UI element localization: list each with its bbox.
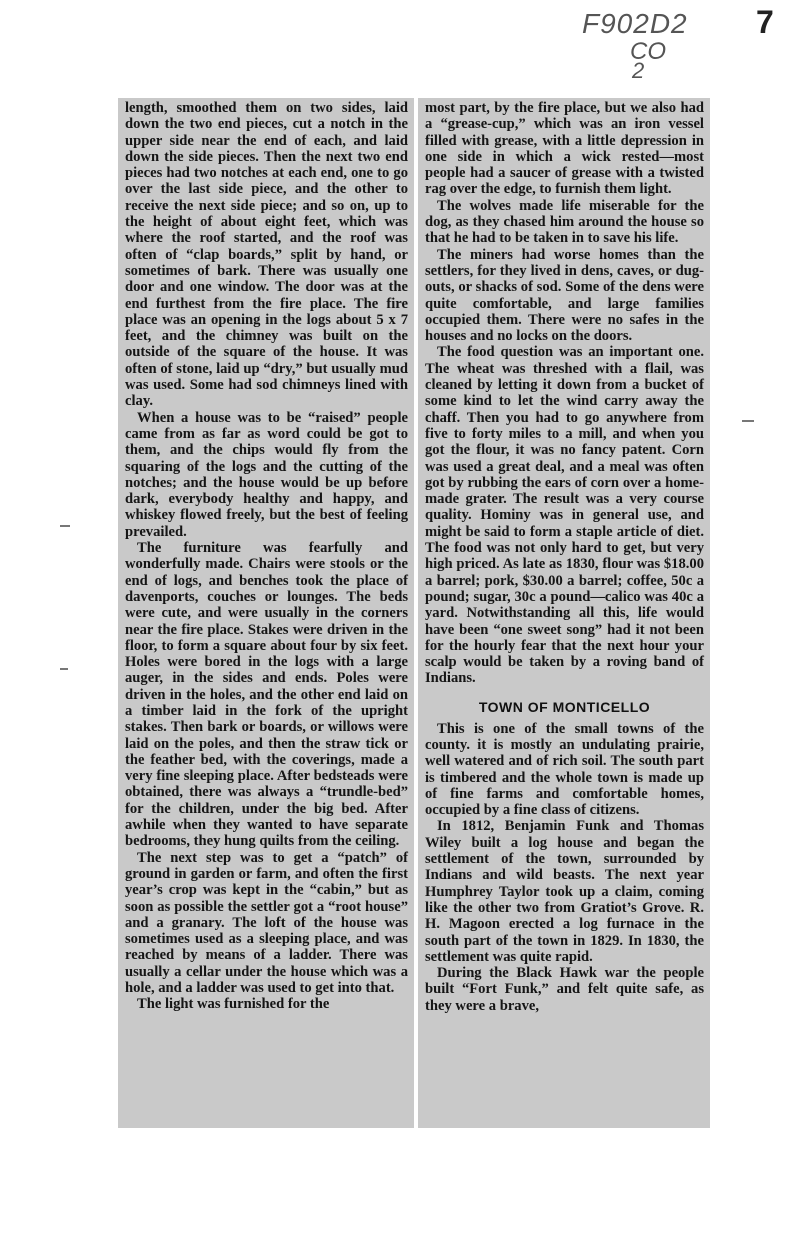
- paragraph: In 1812, Benjamin Funk and Thomas Wiley built a log house and began the settlement of the town, surrounded by Indians and wild beasts. The next year Humphrey Taylor took up a claim, coming like the other two from Gratiot’s Grove. R. H. Magoon erected a log furnace in the south part of the town in 1829. In 1830, the settlement was quite rapid.: [425, 818, 704, 965]
- paragraph: most part, by the fire place, but we also had a “grease-cup,” which was an iron vessel filled with grease, with a little depression in one side in which a wick rested—most people had a saucer of grease with a twisted rag over the edge, to furnish them light.: [425, 100, 704, 198]
- paragraph: length, smoothed them on two sides, laid down the two end pieces, cut a notch in the upper side near the end of each, and laid down the side pieces. Then the next two end pieces had two notches at each end, one to go over the last side piece, and the other to receive the next side piece; and so on, up to the height of about eight feet, which was where the roof started, and the roof was often of “clap boards,” split by hand, or sometimes of bark. There was usually one door and one window. The door was at the end furthest from the fire place. The fire place was an opening in the logs about 5 x 7 feet, and the chimney was built on the outside of the square of the house. It was often of stone, laid up “dry,” but usually mud was used. Some had sod chimneys lined with clay.: [125, 100, 408, 410]
- page-number: 7: [756, 4, 774, 40]
- paragraph: The miners had worse homes than the settlers, for they lived in dens, caves, or dug-outs, or shacks of sod. Some of the dens were quite comfortable, and large families occupied them. There were no safes in the houses and no locks on the doors.: [425, 246, 704, 345]
- margin-mark: [60, 525, 70, 527]
- paragraph: The wolves made life miserable for the dog, as they chased him around the house so that he had to be taken in to save his life.: [425, 197, 704, 247]
- right-column-clipping: [418, 98, 710, 1128]
- paragraph: This is one of the small towns of the county. it is mostly an undulating prairie, well watered and of rich soil. The south part is timbered and the whole town is made up of fine farms and comfortable homes, occupied by a fine class of citizens.: [425, 720, 704, 819]
- catalog-annotation-num: 2: [632, 58, 645, 83]
- catalog-annotation: F902D2: [582, 8, 688, 39]
- paragraph: The furniture was fearfully and wonderfully made. Chairs were stools or the end of logs, and benches took the place of davenports, couches or lounges. The beds were cute, and were usually in the corners near the fire place. Stakes were driven in the floor, to form a square about four by six feet. Holes were bored in the logs with a large auger, in the sides and ends. Poles were driven in the holes, and the other end laid on a timber laid in the fork of the upright stakes. Then bark or boards, or willows were laid on the poles, and then the straw tick or the feather bed, with the coverings, made a very fine sleeping place. After bedsteads were obtained, there was always a “trundle-bed” for the children, under the big bed. After awhile when they wanted to have separate bedrooms, they hung quilts from the ceiling.: [125, 540, 408, 850]
- margin-mark: [742, 420, 754, 422]
- paragraph: When a house was to be “raised” people came from as far as word could be got to them, and the chips would fly from the squaring of the logs and the cutting of the notches; and the house would be up before dark, everybody healthy and happy, and whiskey flowed freely, but the best of feeling prevailed.: [125, 409, 408, 540]
- section-heading: TOWN OF MONTICELLO: [478, 698, 651, 715]
- paragraph: The light was furnished for the: [137, 996, 330, 1013]
- paragraph: During the Black Hawk war the people built “Fort Funk,” and felt quite safe, as they were a brave,: [425, 965, 704, 1014]
- catalog-annotation-sub: CO: [630, 38, 666, 65]
- left-column-clipping: [118, 98, 414, 1128]
- paragraph: The next step was to get a “patch” of ground in garden or farm, and often the first year’s crop was kept in the “cabin,” but as soon as possible the settler got a “root house” and a granary. The loft of the house was sometimes used as a sleeping place, and was reached by means of a ladder. There was usually a cellar under the house which was a hole, and a ladder was used to get into that.: [125, 849, 408, 997]
- paragraph: The food question was an important one. The wheat was threshed with a flail, was cleaned by letting it down from a bucket of some kind to let the wind carry away the chaff. Then you had to go anywhere from five to forty miles to a mill, and when you got the flour, it was no fancy patent. Corn was used a great deal, and a meal was often got by rubbing the ears of corn over a home-made grater. The result was a very course quality. Hominy was in general use, and might be said to form a staple article of diet. The food was not only hard to get, but very high priced. As late as 1830, flour was $18.00 a barrel; pork, $30.00 a barrel; coffee, 50c a pound; sugar, 30c a pound—calico was 40c a yard. Notwithstanding all this, life would have been “one sweet song” had it not been for the hourly fear that the next hour your scalp would be taken by a roving band of Indians.: [425, 344, 704, 687]
- margin-mark: [60, 668, 68, 670]
